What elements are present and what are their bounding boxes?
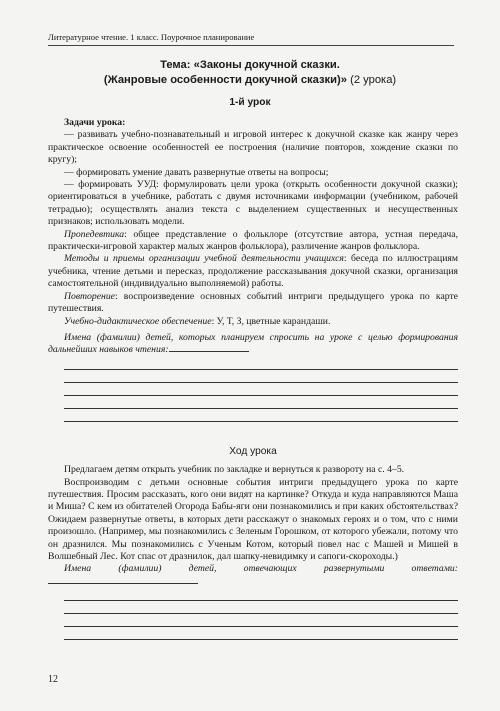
write-in-line[interactable] [64,588,458,601]
title-line-1: Тема: «Законы докучной сказки. [160,59,340,71]
repetition-text: : воспроизведение основных событий интриги предыдущего урока по карте путешествия. [48,290,458,315]
running-head: Литературное чтение. 1 класс. Поурочное планирование [48,32,454,46]
methods-paragraph [48,253,458,290]
propaedeutics-label: Пропедевтика [64,228,125,240]
write-in-line[interactable] [64,357,458,370]
materials-label: Учебно-дидактическое обеспечение [64,315,212,327]
names-prompt-answers [48,563,458,588]
tasks-heading: Задачи урока: [64,117,126,128]
write-in-line[interactable] [64,409,458,422]
repetition-paragraph [48,291,458,316]
names-prompt-answers-text: Имена (фамилии) детей, отвечающих развернутыми ответами: [64,563,458,575]
title-suffix: (2 урока) [346,74,397,86]
lesson-flow-paragraph-1: Предлагаем детям открыть учебник по закладке и вернуться к развороту на с. 4–5. [64,464,405,476]
names-prompt-reading [48,332,458,357]
task-item: — развивать учебно-познавательный и игровой интерес к докучной сказке как жанру через практическое освоение особенностей ее построения (наличие повторов, хождение сказки по кругу); [48,129,458,166]
methods-text: : беседа по иллюстрациям учебника, чтение детьми и пересказ, продолжение рассказывания докучной сказки, организация самостоятельной (индивидуально выполняемой) работы. [48,253,458,290]
task-item: — формировать умение давать развернутые ответы на вопросы; [64,166,329,178]
write-in-line[interactable] [64,383,458,396]
title-line-2: (Жанровые особенности докучной сказки)» [103,74,347,86]
task-item: — формировать УУД: формулировать цели урока (открыть особенности докучной сказки); ориентироваться в учебнике, работать с двумя источниками информации (учебником, рабочей тетрадью); осуществлять анализ текста с выделением существенных и несущественных признаков; использовать модели. [48,179,458,228]
write-in-line[interactable] [48,583,198,584]
write-in-line[interactable] [64,601,458,614]
propaedeutics-paragraph [48,229,458,254]
lesson-body [48,117,458,640]
materials-text: : У, Т, З, цветные карандаши. [211,315,331,327]
write-in-line[interactable] [169,351,249,352]
materials-paragraph [48,316,458,328]
methods-label: Методы и приемы организации учебной деятельности учащихся [64,253,344,265]
write-in-line[interactable] [64,627,458,640]
lesson-title [40,58,460,88]
repetition-label: Повторение [64,290,115,302]
propaedeutics-text: : общее представление о фольклоре (отсутствие автора, устная передача, практически-игровой характер малых жанров фольклора), различение жанров фольклора. [48,228,458,253]
write-in-line[interactable] [64,396,458,409]
lesson-flow-heading: Ход урока [229,445,277,457]
write-in-line[interactable] [64,614,458,627]
lesson-number: 1-й урок [229,97,271,108]
write-in-line[interactable] [64,370,458,383]
page-number: 12 [48,674,58,685]
names-prompt-reading-text: Имена (фамилии) детей, которых планируем спросить на уроке с целью формирования дальнейших навыков чтения: [48,331,458,356]
lesson-flow-paragraph-2: Воспроизводим с детьми основные события интриги предыдущего урока по карте путешествия. Просим рассказать, кого они видят на картинке? Откуда и куда направляются Маша и Миша? С кем из обитателей Огорода Бабы-яги они познакомились и при каких обстоятельствах? Ожидаем развернутые ответы, в которых дети расскажут о знакомых героях и о том, что с ними произошло. (Например, мы познакомились с Зеленым Горошком, от которого убежали, потому что он дразнился. Мы познакомились с Ученым Котом, который повел нас с Машей и Мишей в Волшебный Лес. Кот спас от дразнилок, дал шапку-невидимку и сапоги-скороходы.) [48,476,458,562]
